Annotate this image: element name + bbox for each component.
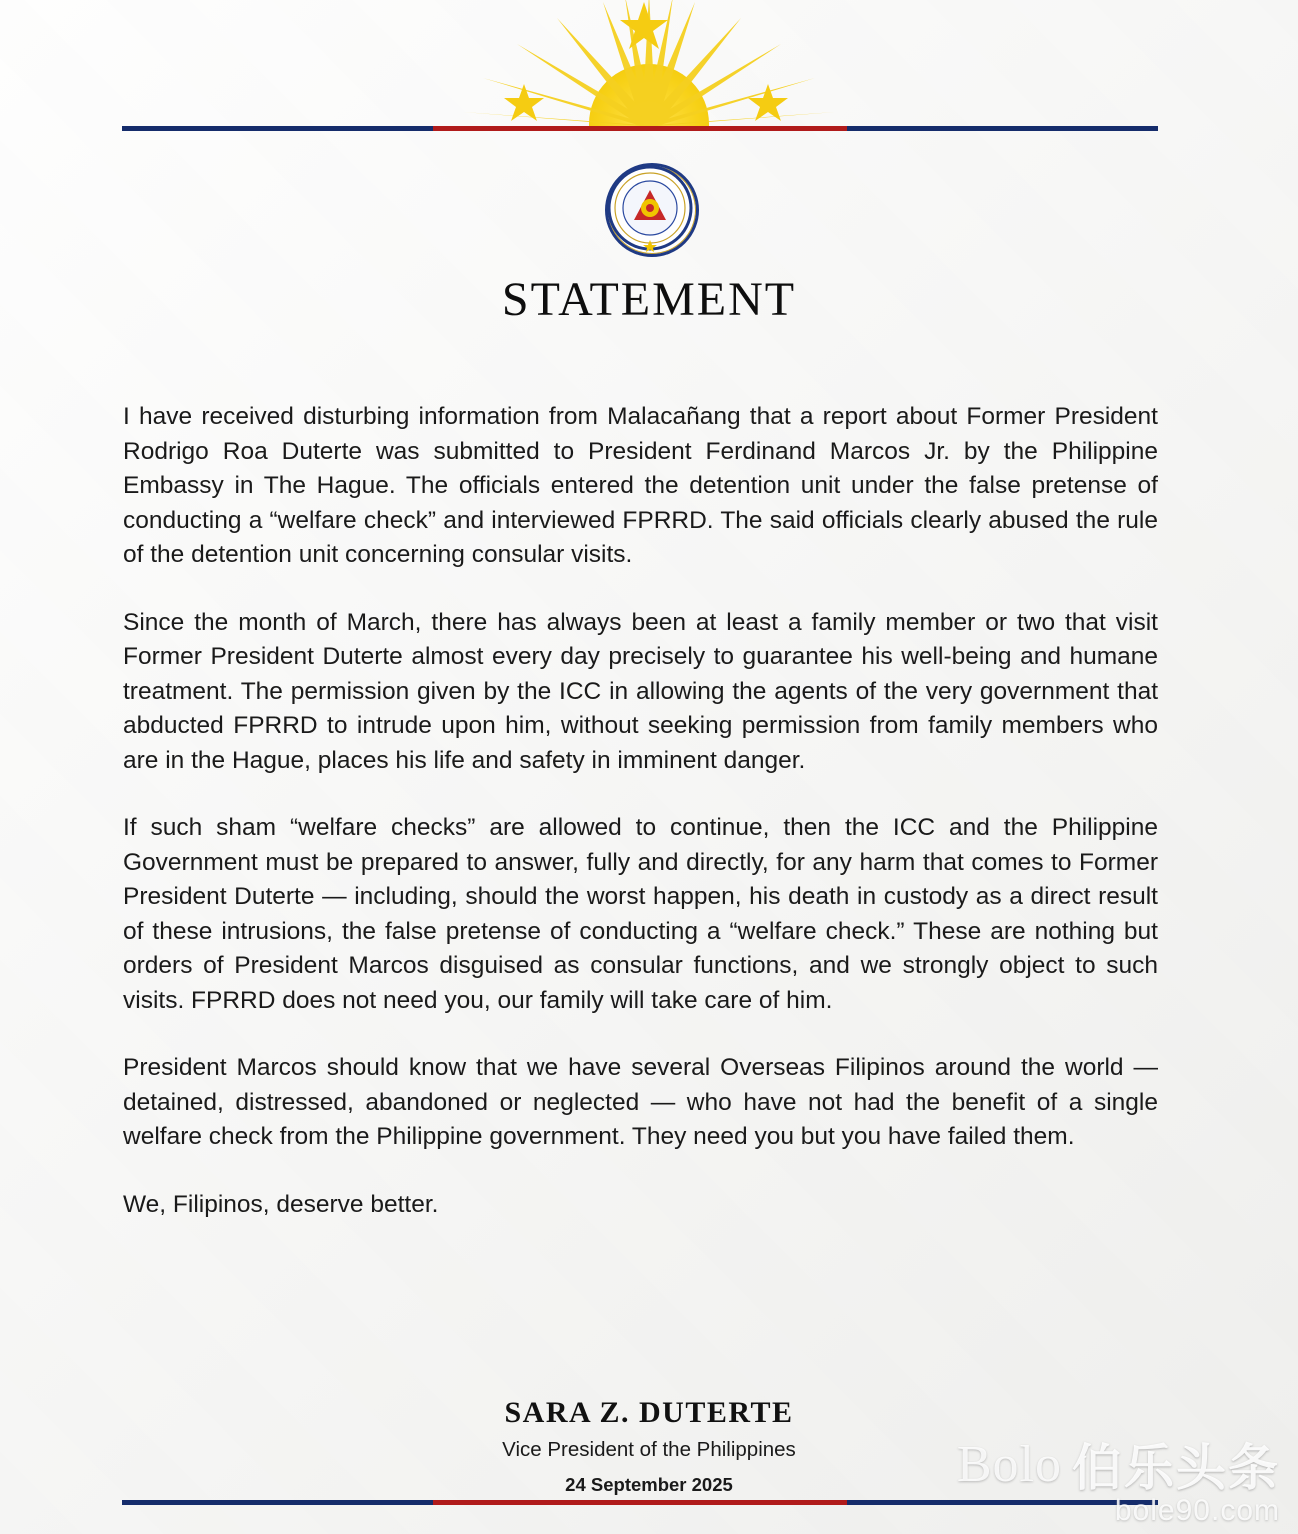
page-title: STATEMENT — [501, 273, 797, 326]
statement-paragraph: If such sham “welfare checks” are allowed to continue, then the ICC and the Philippine Government must be prepared to answer, fully and directly, for any harm that comes to Former President Duterte — including, should the worst happen, his death in custody as a direct result of these intrusions, the false pretense of conducting a “welfare check.” These are nothing but orders of President Marcos disguised as consular functions, and we strongly object to such visits. FPRRD does not need you, our family will take care of him. — [123, 814, 1158, 1014]
vice-president-seal-icon — [605, 163, 699, 257]
statement-date: 24 September 2025 — [565, 1474, 733, 1495]
statement-body — [123, 400, 1158, 1222]
sun-rays-icon — [0, 0, 1298, 134]
statement-paragraph: I have received disturbing information from Malacañang that a report about Former President Rodrigo Roa Duterte was submitted to President Ferdinand Marcos Jr. by the Philippine Embassy in The Hague. The officials entered the detention unit under the false pretense of conducting a “welfare check” and interviewed FPRRD. The said officials clearly abused the rule of the detention unit concerning consular visits. — [123, 403, 1158, 568]
watermark-brand-cn: 伯乐头条 — [1072, 1440, 1280, 1496]
watermark-brand-latin: Bolo — [956, 1435, 1062, 1493]
statement-paragraph: Since the month of March, there has always been at least a family member or two that visit Former President Duterte almost every day precisely to guarantee his well-being and humane treatment. The permission given by the ICC in allowing the agents of the very government that abducted FPRRD to intrude upon him, without seeking permission from family members who are in the Hague, places his life and safety in imminent danger. — [123, 608, 1158, 774]
philippine-sun-graphic — [0, 0, 1298, 134]
footer-tricolor-rule — [122, 1500, 1158, 1505]
watermark-url: bole90.com — [1114, 1494, 1280, 1527]
header-tricolor-rule — [122, 126, 1158, 131]
signature-block — [0, 1396, 1298, 1496]
signatory-name: SARA Z. DUTERTE — [504, 1396, 794, 1429]
signatory-role: Vice President of the Philippines — [502, 1438, 796, 1461]
statement-paragraph: We, Filipinos, deserve better. — [123, 1190, 439, 1218]
statement-paragraph: President Marcos should know that we have several Overseas Filipinos around the world — detained, distressed, abandoned or neglected — who have not had the benefit of a single welfare check from the Philippine government. They need you but you have failed them. — [123, 1054, 1158, 1150]
